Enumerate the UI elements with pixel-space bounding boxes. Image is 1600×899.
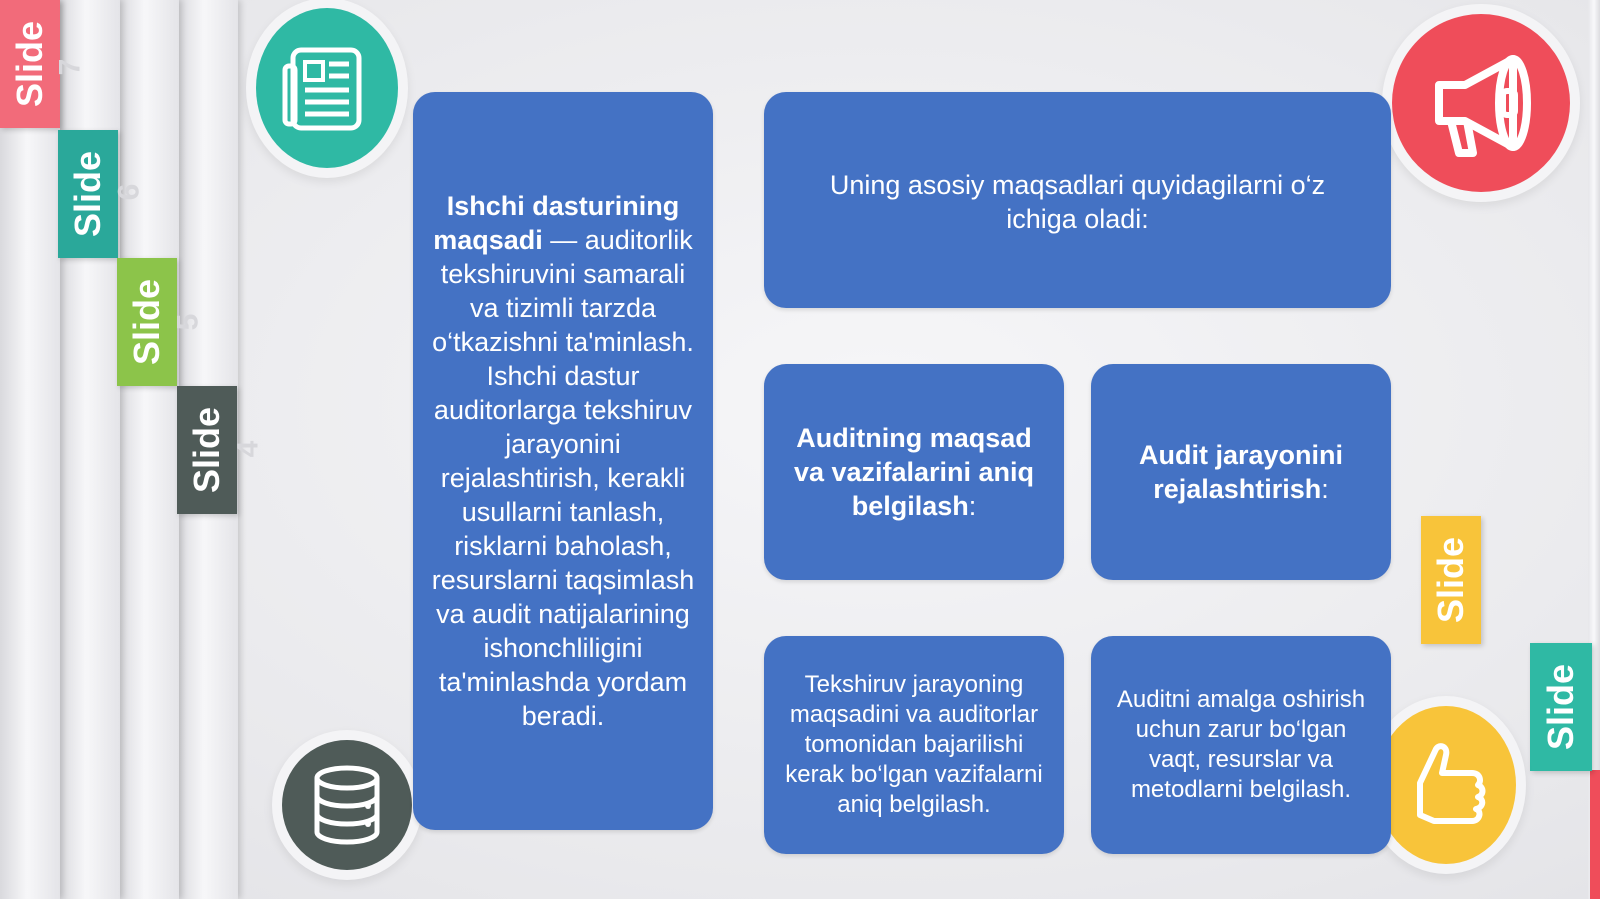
paper-strip-7 xyxy=(0,0,60,899)
thumbs-up-icon-glyph xyxy=(1396,735,1496,835)
database-icon-glyph xyxy=(302,760,392,850)
goal-detail-objectives-text: Tekshiruv jarayoning maqsadini va auditorlar tomonidan bajarilishi kerak bo‘lgan vazifalarni aniq belgilash. xyxy=(785,671,1043,818)
slide-tab-label: Slide xyxy=(1540,663,1581,751)
paper-strip-5 xyxy=(117,0,179,899)
goal-box-audit-objectives xyxy=(764,364,1064,580)
main-goals-intro-text: Uning asosiy maqsadlari quyidagilarni o‘z ichiga oladi: xyxy=(829,170,1326,234)
main-purpose-dash: — xyxy=(542,225,585,255)
main-purpose-content xyxy=(429,189,697,733)
goal-detail-planning-text: Auditni amalga oshirish uchun zarur bo‘lgan vaqt, resurslar va metodlarni belgilash. xyxy=(1116,686,1366,803)
main-purpose-body: auditorlik tekshiruvini samarali va tizimli tarzda o‘tkazishni ta'minlash. Ishchi dastur auditorlarga tekshiruv jarayonini rejalashtirish, kerakli usullarni tanlash, risklarni baholash, resurslarni taqsimlash va audit natijalarining ishonchliligini ta'minlashda yordam beradi. xyxy=(431,225,695,731)
slide-tab-number-4: 4 xyxy=(231,440,265,458)
goal-title-planning-colon: : xyxy=(1321,474,1329,504)
goal-box-audit-objectives-content xyxy=(786,421,1042,523)
newspaper-icon-glyph xyxy=(279,40,375,136)
goal-title-objectives-colon: : xyxy=(968,491,977,521)
main-goals-intro-box xyxy=(764,92,1391,308)
slide-tab-7[interactable] xyxy=(0,0,60,128)
megaphone-icon xyxy=(1392,14,1570,192)
slide-tab-number-5: 5 xyxy=(171,313,205,331)
slide-tab-label: Slide xyxy=(67,150,108,238)
database-icon xyxy=(282,740,412,870)
slide-tab-label: Slide xyxy=(126,278,167,366)
goal-box-audit-planning-content xyxy=(1113,438,1369,506)
goal-title-objectives: Auditning maqsad va vazifalarini aniq belgilash xyxy=(793,423,1035,521)
slide-tab-right-1[interactable] xyxy=(1421,516,1481,644)
slide-tab-label: Slide xyxy=(1430,536,1471,624)
main-purpose-title: Ishchi dasturining maqsadi xyxy=(433,191,680,255)
goal-box-audit-planning xyxy=(1091,364,1391,580)
slide-tab-right-2[interactable] xyxy=(1530,643,1592,771)
slide-tab-number-6: 6 xyxy=(112,183,146,201)
thumbs-up-icon xyxy=(1376,706,1516,864)
slide-tab-label: Slide xyxy=(9,20,50,108)
slide-tab-number-7: 7 xyxy=(53,58,87,76)
goal-detail-objectives xyxy=(764,636,1064,854)
megaphone-icon-glyph xyxy=(1421,43,1541,163)
slide-tab-label: Slide xyxy=(186,406,227,494)
slide-tab-4[interactable] xyxy=(177,386,237,514)
goal-title-planning: Audit jarayonini rejalashtirish xyxy=(1138,440,1344,504)
newspaper-icon xyxy=(256,8,398,168)
slide-tab-5[interactable] xyxy=(117,258,177,386)
main-purpose-box xyxy=(413,92,713,830)
right-strip-accent xyxy=(1590,770,1600,899)
goal-detail-planning xyxy=(1091,636,1391,854)
slide-tab-6[interactable] xyxy=(58,130,118,258)
